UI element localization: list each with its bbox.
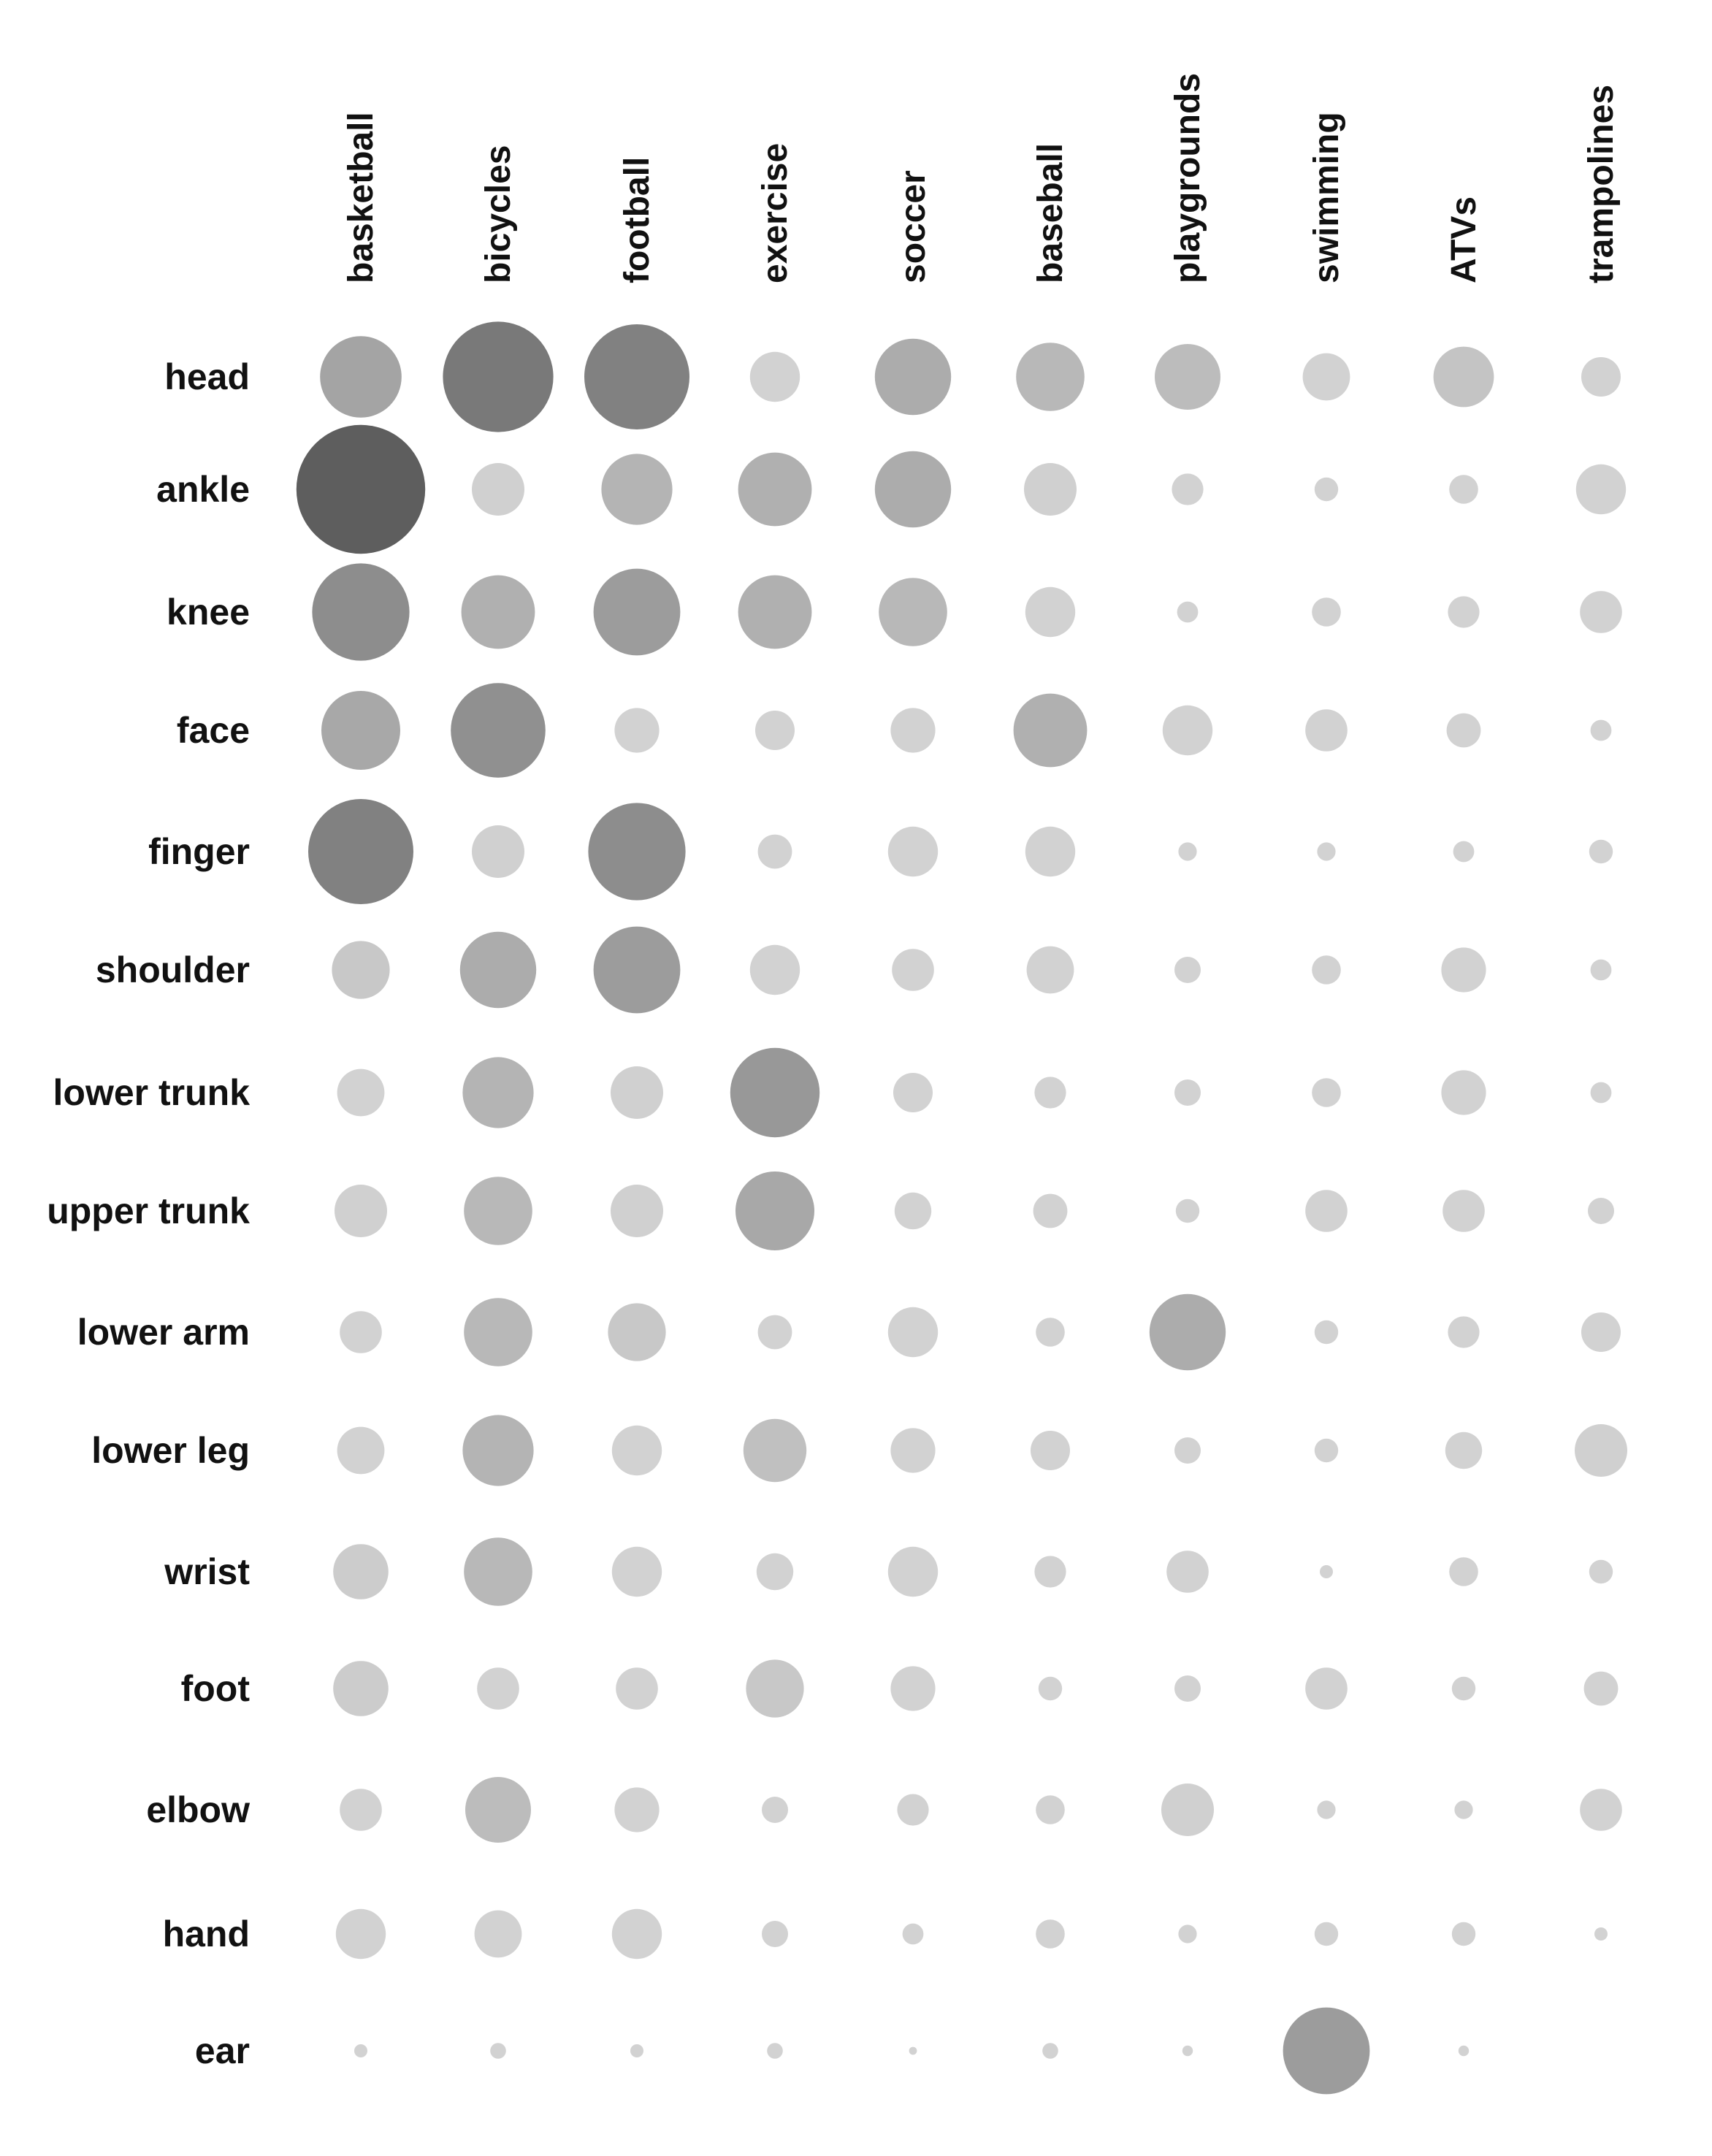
bubble-wrist-trampolines <box>1589 1560 1613 1583</box>
bubble-lower-arm-swimming <box>1315 1320 1338 1344</box>
bubble-foot-soccer <box>890 1666 935 1710</box>
bubble-ankle-exercise <box>738 453 812 527</box>
column-label-baseball: baseball <box>1031 142 1070 283</box>
bubble-finger-bicycles <box>472 825 524 878</box>
bubble-shoulder-swimming <box>1312 955 1341 985</box>
bubble-elbow-trampolines <box>1580 1789 1622 1831</box>
bubble-ear-baseball <box>1042 2043 1058 2059</box>
bubble-wrist-playgrounds <box>1166 1551 1209 1593</box>
bubble-hand-football <box>612 1909 662 1959</box>
bubble-shoulder-bicycles <box>460 932 536 1008</box>
bubble-lower-leg-atvs <box>1445 1432 1482 1469</box>
bubble-shoulder-baseball <box>1027 947 1074 994</box>
bubble-wrist-baseball <box>1034 1556 1066 1587</box>
row-label-elbow: elbow <box>146 1789 250 1830</box>
bubble-face-bicycles <box>451 683 546 778</box>
bubble-upper-trunk-football <box>611 1185 663 1237</box>
bubble-finger-trampolines <box>1589 840 1613 863</box>
bubble-face-exercise <box>755 711 795 750</box>
bubble-foot-football <box>616 1667 658 1710</box>
bubble-finger-atvs <box>1453 841 1475 863</box>
row-label-ear: ear <box>194 2030 250 2071</box>
bubble-ear-football <box>630 2044 643 2057</box>
bubble-lower-trunk-swimming <box>1312 1078 1341 1107</box>
bubble-elbow-soccer <box>897 1794 928 1825</box>
row-label-finger: finger <box>148 831 250 872</box>
bubble-head-exercise <box>750 352 800 402</box>
column-label-football: football <box>618 156 657 283</box>
bubble-upper-trunk-baseball <box>1033 1194 1068 1228</box>
bubble-lower-arm-exercise <box>758 1315 792 1350</box>
bubble-knee-baseball <box>1025 587 1075 637</box>
bubbles <box>297 321 1627 2094</box>
bubble-foot-bicycles <box>477 1667 519 1710</box>
bubble-elbow-swimming <box>1317 1800 1335 1819</box>
column-label-exercise: exercise <box>756 142 795 283</box>
bubble-hand-atvs <box>1452 1922 1475 1946</box>
bubble-head-trampolines <box>1581 357 1621 397</box>
bubble-hand-baseball <box>1036 1919 1065 1949</box>
bubble-upper-trunk-swimming <box>1305 1190 1348 1232</box>
row-label-wrist: wrist <box>164 1551 250 1592</box>
bubble-head-basketball <box>320 336 402 418</box>
row-label-lower-leg: lower leg <box>91 1430 250 1471</box>
bubble-shoulder-basketball <box>332 941 389 998</box>
bubble-lower-arm-atvs <box>1448 1316 1479 1348</box>
bubble-upper-trunk-atvs <box>1442 1190 1485 1232</box>
column-label-playgrounds: playgrounds <box>1169 72 1207 283</box>
bubble-upper-trunk-bicycles <box>464 1177 532 1245</box>
row-label-foot: foot <box>180 1668 250 1709</box>
bubble-lower-trunk-baseball <box>1034 1077 1066 1108</box>
bubble-upper-trunk-playgrounds <box>1176 1199 1199 1223</box>
row-label-head: head <box>164 356 250 397</box>
bubble-lower-leg-playgrounds <box>1174 1437 1201 1464</box>
bubble-lower-arm-football <box>608 1303 665 1361</box>
bubble-hand-playgrounds <box>1178 1924 1196 1943</box>
bubble-knee-swimming <box>1312 597 1341 627</box>
bubble-lower-trunk-basketball <box>337 1069 385 1117</box>
bubble-lower-arm-basketball <box>340 1311 382 1353</box>
bubble-ankle-atvs <box>1449 475 1478 504</box>
bubble-lower-leg-soccer <box>890 1428 935 1472</box>
bubble-elbow-playgrounds <box>1161 1784 1214 1836</box>
bubble-elbow-baseball <box>1036 1795 1065 1824</box>
bubble-wrist-soccer <box>888 1547 938 1597</box>
bubble-head-football <box>584 324 689 429</box>
bubble-lower-leg-basketball <box>337 1427 385 1475</box>
bubble-lower-leg-exercise <box>744 1419 806 1482</box>
bubble-hand-bicycles <box>475 1911 522 1958</box>
column-label-soccer: soccer <box>894 170 933 283</box>
bubble-face-soccer <box>890 708 935 752</box>
bubble-wrist-bicycles <box>464 1537 532 1606</box>
bubble-head-soccer <box>875 339 951 415</box>
bubble-face-atvs <box>1447 714 1481 748</box>
row-label-shoulder: shoulder <box>95 949 250 990</box>
bubble-finger-swimming <box>1317 842 1335 860</box>
bubble-face-basketball <box>321 691 400 770</box>
bubble-lower-trunk-soccer <box>893 1073 933 1112</box>
bubble-shoulder-playgrounds <box>1174 957 1201 983</box>
bubble-knee-exercise <box>738 576 812 649</box>
bubble-ankle-swimming <box>1315 478 1338 501</box>
bubble-hand-trampolines <box>1594 1927 1608 1941</box>
bubble-lower-arm-baseball <box>1036 1318 1065 1347</box>
bubble-hand-basketball <box>336 1909 386 1959</box>
bubble-ear-exercise <box>767 2043 783 2059</box>
bubble-knee-soccer <box>879 578 947 646</box>
bubble-shoulder-football <box>594 927 681 1014</box>
bubble-lower-trunk-playgrounds <box>1174 1079 1201 1106</box>
bubble-upper-trunk-trampolines <box>1588 1198 1614 1224</box>
bubble-finger-soccer <box>888 827 938 876</box>
bubble-lower-leg-trampolines <box>1575 1424 1627 1477</box>
bubble-ankle-trampolines <box>1576 465 1626 514</box>
bubble-foot-basketball <box>333 1661 389 1716</box>
bubble-face-baseball <box>1014 694 1088 768</box>
column-labels <box>342 73 1621 283</box>
bubble-face-trampolines <box>1591 720 1612 741</box>
bubble-ankle-basketball <box>297 425 425 554</box>
bubble-wrist-atvs <box>1449 1557 1478 1586</box>
bubble-shoulder-soccer <box>892 949 934 991</box>
bubble-lower-arm-bicycles <box>464 1298 532 1366</box>
bubble-hand-exercise <box>762 1921 788 1947</box>
bubble-shoulder-atvs <box>1441 947 1486 992</box>
bubble-lower-arm-playgrounds <box>1150 1294 1226 1370</box>
bubble-foot-trampolines <box>1584 1672 1619 1706</box>
bubble-lower-trunk-exercise <box>730 1048 819 1137</box>
bubble-ear-basketball <box>354 2044 367 2057</box>
bubble-wrist-football <box>612 1547 662 1597</box>
bubble-ankle-baseball <box>1024 463 1077 516</box>
bubble-hand-soccer <box>903 1924 924 1945</box>
row-label-lower-trunk: lower trunk <box>53 1072 250 1113</box>
bubble-face-football <box>614 708 659 752</box>
row-label-upper-trunk: upper trunk <box>47 1190 250 1231</box>
bubble-ankle-football <box>601 454 672 524</box>
bubble-knee-football <box>594 569 681 656</box>
bubble-ear-soccer <box>909 2047 917 2055</box>
bubble-elbow-football <box>614 1787 659 1832</box>
bubble-upper-trunk-exercise <box>735 1171 814 1250</box>
bubble-upper-trunk-basketball <box>335 1185 387 1237</box>
bubble-elbow-basketball <box>340 1789 382 1831</box>
bubble-shoulder-exercise <box>750 945 800 995</box>
bubble-ear-atvs <box>1459 2046 1469 2056</box>
row-label-lower-arm: lower arm <box>77 1312 250 1353</box>
column-label-swimming: swimming <box>1307 112 1346 283</box>
bubble-lower-leg-baseball <box>1031 1431 1070 1470</box>
bubble-ear-playgrounds <box>1182 2046 1193 2056</box>
bubble-lower-arm-trampolines <box>1581 1312 1621 1352</box>
bubble-face-playgrounds <box>1163 706 1212 755</box>
bubble-elbow-atvs <box>1454 1800 1472 1819</box>
bubble-upper-trunk-soccer <box>895 1193 931 1229</box>
row-label-hand: hand <box>162 1914 250 1954</box>
bubble-knee-bicycles <box>462 576 535 649</box>
bubble-knee-playgrounds <box>1177 602 1199 623</box>
bubble-head-baseball <box>1016 343 1085 411</box>
bubble-face-swimming <box>1305 709 1348 752</box>
bubble-lower-leg-bicycles <box>462 1415 533 1486</box>
bubble-knee-trampolines <box>1580 591 1622 633</box>
bubble-head-bicycles <box>443 321 553 432</box>
bubble-shoulder-trampolines <box>1591 960 1612 981</box>
bubble-knee-basketball <box>312 563 409 660</box>
column-label-atvs: ATVs <box>1445 196 1483 283</box>
bubble-foot-atvs <box>1452 1677 1475 1700</box>
bubble-lower-arm-soccer <box>888 1307 938 1357</box>
bubble-wrist-swimming <box>1320 1565 1333 1578</box>
bubble-lower-leg-football <box>612 1426 662 1475</box>
bubble-head-atvs <box>1434 347 1494 408</box>
bubble-ankle-bicycles <box>472 463 524 516</box>
bubble-foot-baseball <box>1039 1677 1062 1700</box>
bubble-finger-exercise <box>758 835 792 869</box>
bubble-lower-trunk-atvs <box>1441 1070 1486 1115</box>
column-label-trampolines: trampolines <box>1582 84 1621 283</box>
bubble-finger-baseball <box>1025 827 1075 876</box>
bubble-ankle-soccer <box>875 451 951 527</box>
row-label-knee: knee <box>167 592 250 632</box>
bubble-wrist-basketball <box>333 1544 389 1599</box>
bubble-ear-swimming <box>1283 2008 1370 2095</box>
bubble-hand-swimming <box>1315 1922 1338 1946</box>
bubble-finger-playgrounds <box>1178 842 1196 860</box>
bubble-knee-atvs <box>1448 596 1479 627</box>
bubble-lower-leg-swimming <box>1315 1439 1338 1462</box>
column-label-basketball: basketball <box>342 112 381 283</box>
column-label-bicycles: bicycles <box>479 145 518 283</box>
bubble-finger-football <box>588 803 685 900</box>
row-labels <box>47 356 250 2071</box>
bubble-foot-playgrounds <box>1174 1675 1201 1702</box>
bubble-wrist-exercise <box>757 1553 793 1590</box>
bubble-elbow-bicycles <box>465 1777 531 1843</box>
bubble-foot-swimming <box>1305 1667 1348 1710</box>
bubble-ear-bicycles <box>490 2043 506 2059</box>
row-label-face: face <box>176 710 250 751</box>
bubble-foot-exercise <box>746 1659 803 1717</box>
bubble-finger-basketball <box>308 799 413 904</box>
bubble-ankle-playgrounds <box>1172 473 1203 505</box>
bubble-lower-trunk-trampolines <box>1591 1082 1612 1104</box>
row-label-ankle: ankle <box>156 469 250 510</box>
bubble-lower-trunk-bicycles <box>462 1057 533 1128</box>
bubble-elbow-exercise <box>762 1797 788 1823</box>
bubble-lower-trunk-football <box>611 1066 663 1119</box>
bubble-head-swimming <box>1303 353 1350 401</box>
bubble-head-playgrounds <box>1155 344 1220 410</box>
